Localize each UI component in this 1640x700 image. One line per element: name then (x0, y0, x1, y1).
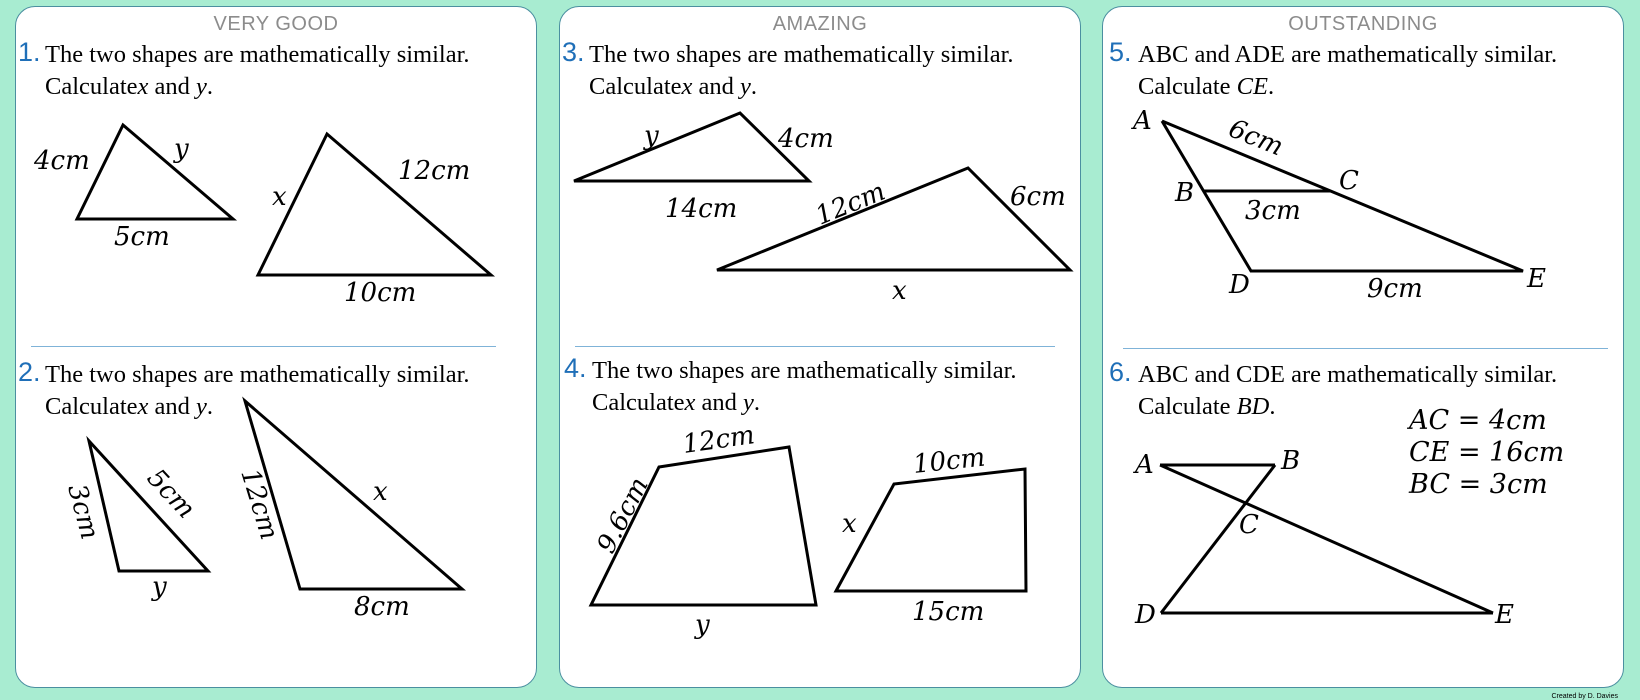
credit-text: Created by D. Davies (1551, 693, 1618, 700)
divider (1123, 348, 1608, 349)
label-x: x (272, 182, 287, 212)
question-number: 2. (18, 357, 41, 387)
label-12cm: 12cm (680, 420, 757, 460)
label-6cm: 6cm (1224, 113, 1288, 163)
divider (31, 346, 496, 347)
q4-diagram (560, 407, 1081, 647)
divider (575, 346, 1055, 347)
given-ce: CE = 16cm (1409, 437, 1565, 468)
triangle-ADE (1162, 121, 1523, 271)
given-ac: AC = 4cm (1409, 405, 1547, 436)
card-amazing (559, 6, 1081, 688)
label-8cm: 8cm (354, 592, 410, 622)
question-text: The two shapes are mathematically similar. Calculatex and y. (589, 41, 1014, 100)
label-10cm: 10cm (344, 278, 417, 308)
label-y: y (174, 134, 189, 164)
large-triangle (245, 401, 462, 589)
label-5cm: 5cm (140, 463, 201, 525)
vertex-C: C (1239, 510, 1259, 540)
question-text: The two shapes are mathematically similar. Calculatex and y. (592, 357, 1017, 416)
label-4cm: 4cm (778, 124, 834, 154)
card-outstanding (1102, 6, 1624, 688)
label-3cm: 3cm (61, 481, 105, 543)
question-text: The two shapes are mathematically similar. Calculatex and y. (45, 361, 470, 420)
card-title: AMAZING (772, 13, 868, 35)
card-very-good (15, 6, 537, 688)
label-10cm: 10cm (911, 442, 987, 480)
vertex-A: A (1135, 450, 1154, 480)
vertex-C: C (1339, 166, 1359, 196)
segment-AE (1160, 465, 1493, 613)
label-12cm: 12cm (234, 465, 285, 544)
label-y: y (152, 572, 167, 602)
label-6cm: 6cm (1010, 182, 1066, 212)
vertex-D: D (1229, 270, 1250, 300)
q1-diagram (16, 107, 537, 307)
label-12cm: 12cm (811, 176, 890, 232)
label-x: x (892, 276, 907, 306)
vertex-E: E (1527, 264, 1546, 294)
vertex-B: B (1175, 178, 1195, 208)
label-15cm: 15cm (912, 597, 985, 627)
label-y: y (644, 121, 659, 151)
q3-diagram (560, 107, 1081, 307)
question-text: ABC and ADE are mathematically similar. Calculate CE. (1138, 41, 1558, 100)
label-9.6cm: 9.6cm (591, 472, 655, 559)
q5-diagram (1103, 107, 1624, 307)
card-title: VERY GOOD (213, 13, 339, 35)
label-12cm: 12cm (398, 156, 471, 186)
question-text: ABC and CDE are mathematically similar. Calculate BD. (1138, 361, 1558, 420)
label-3cm: 3cm (1245, 196, 1301, 226)
question-text: The two shapes are mathematically similar. Calculatex and y. (45, 41, 470, 100)
vertex-D: D (1135, 600, 1156, 630)
label-y: y (695, 610, 710, 640)
small-triangle (574, 113, 809, 181)
label-14cm: 14cm (665, 194, 738, 224)
q6-diagram (1103, 427, 1624, 647)
label-x: x (842, 509, 857, 539)
q2-diagram (16, 397, 537, 637)
vertex-A: A (1133, 106, 1152, 136)
label-9cm: 9cm (1367, 274, 1423, 304)
label-4cm: 4cm (34, 146, 90, 176)
question-number: 1. (18, 37, 41, 67)
small-triangle (77, 125, 233, 219)
small-quadrilateral (836, 469, 1026, 591)
question-number: 6. (1109, 357, 1132, 387)
card-title: OUTSTANDING (1288, 13, 1438, 35)
vertex-B: B (1281, 446, 1301, 476)
question-number: 4. (564, 353, 587, 383)
question-number: 3. (562, 37, 585, 67)
label-x: x (373, 477, 388, 507)
given-bc: BC = 3cm (1409, 469, 1548, 500)
vertex-E: E (1495, 600, 1514, 630)
question-number: 5. (1109, 37, 1132, 67)
label-5cm: 5cm (114, 222, 170, 252)
